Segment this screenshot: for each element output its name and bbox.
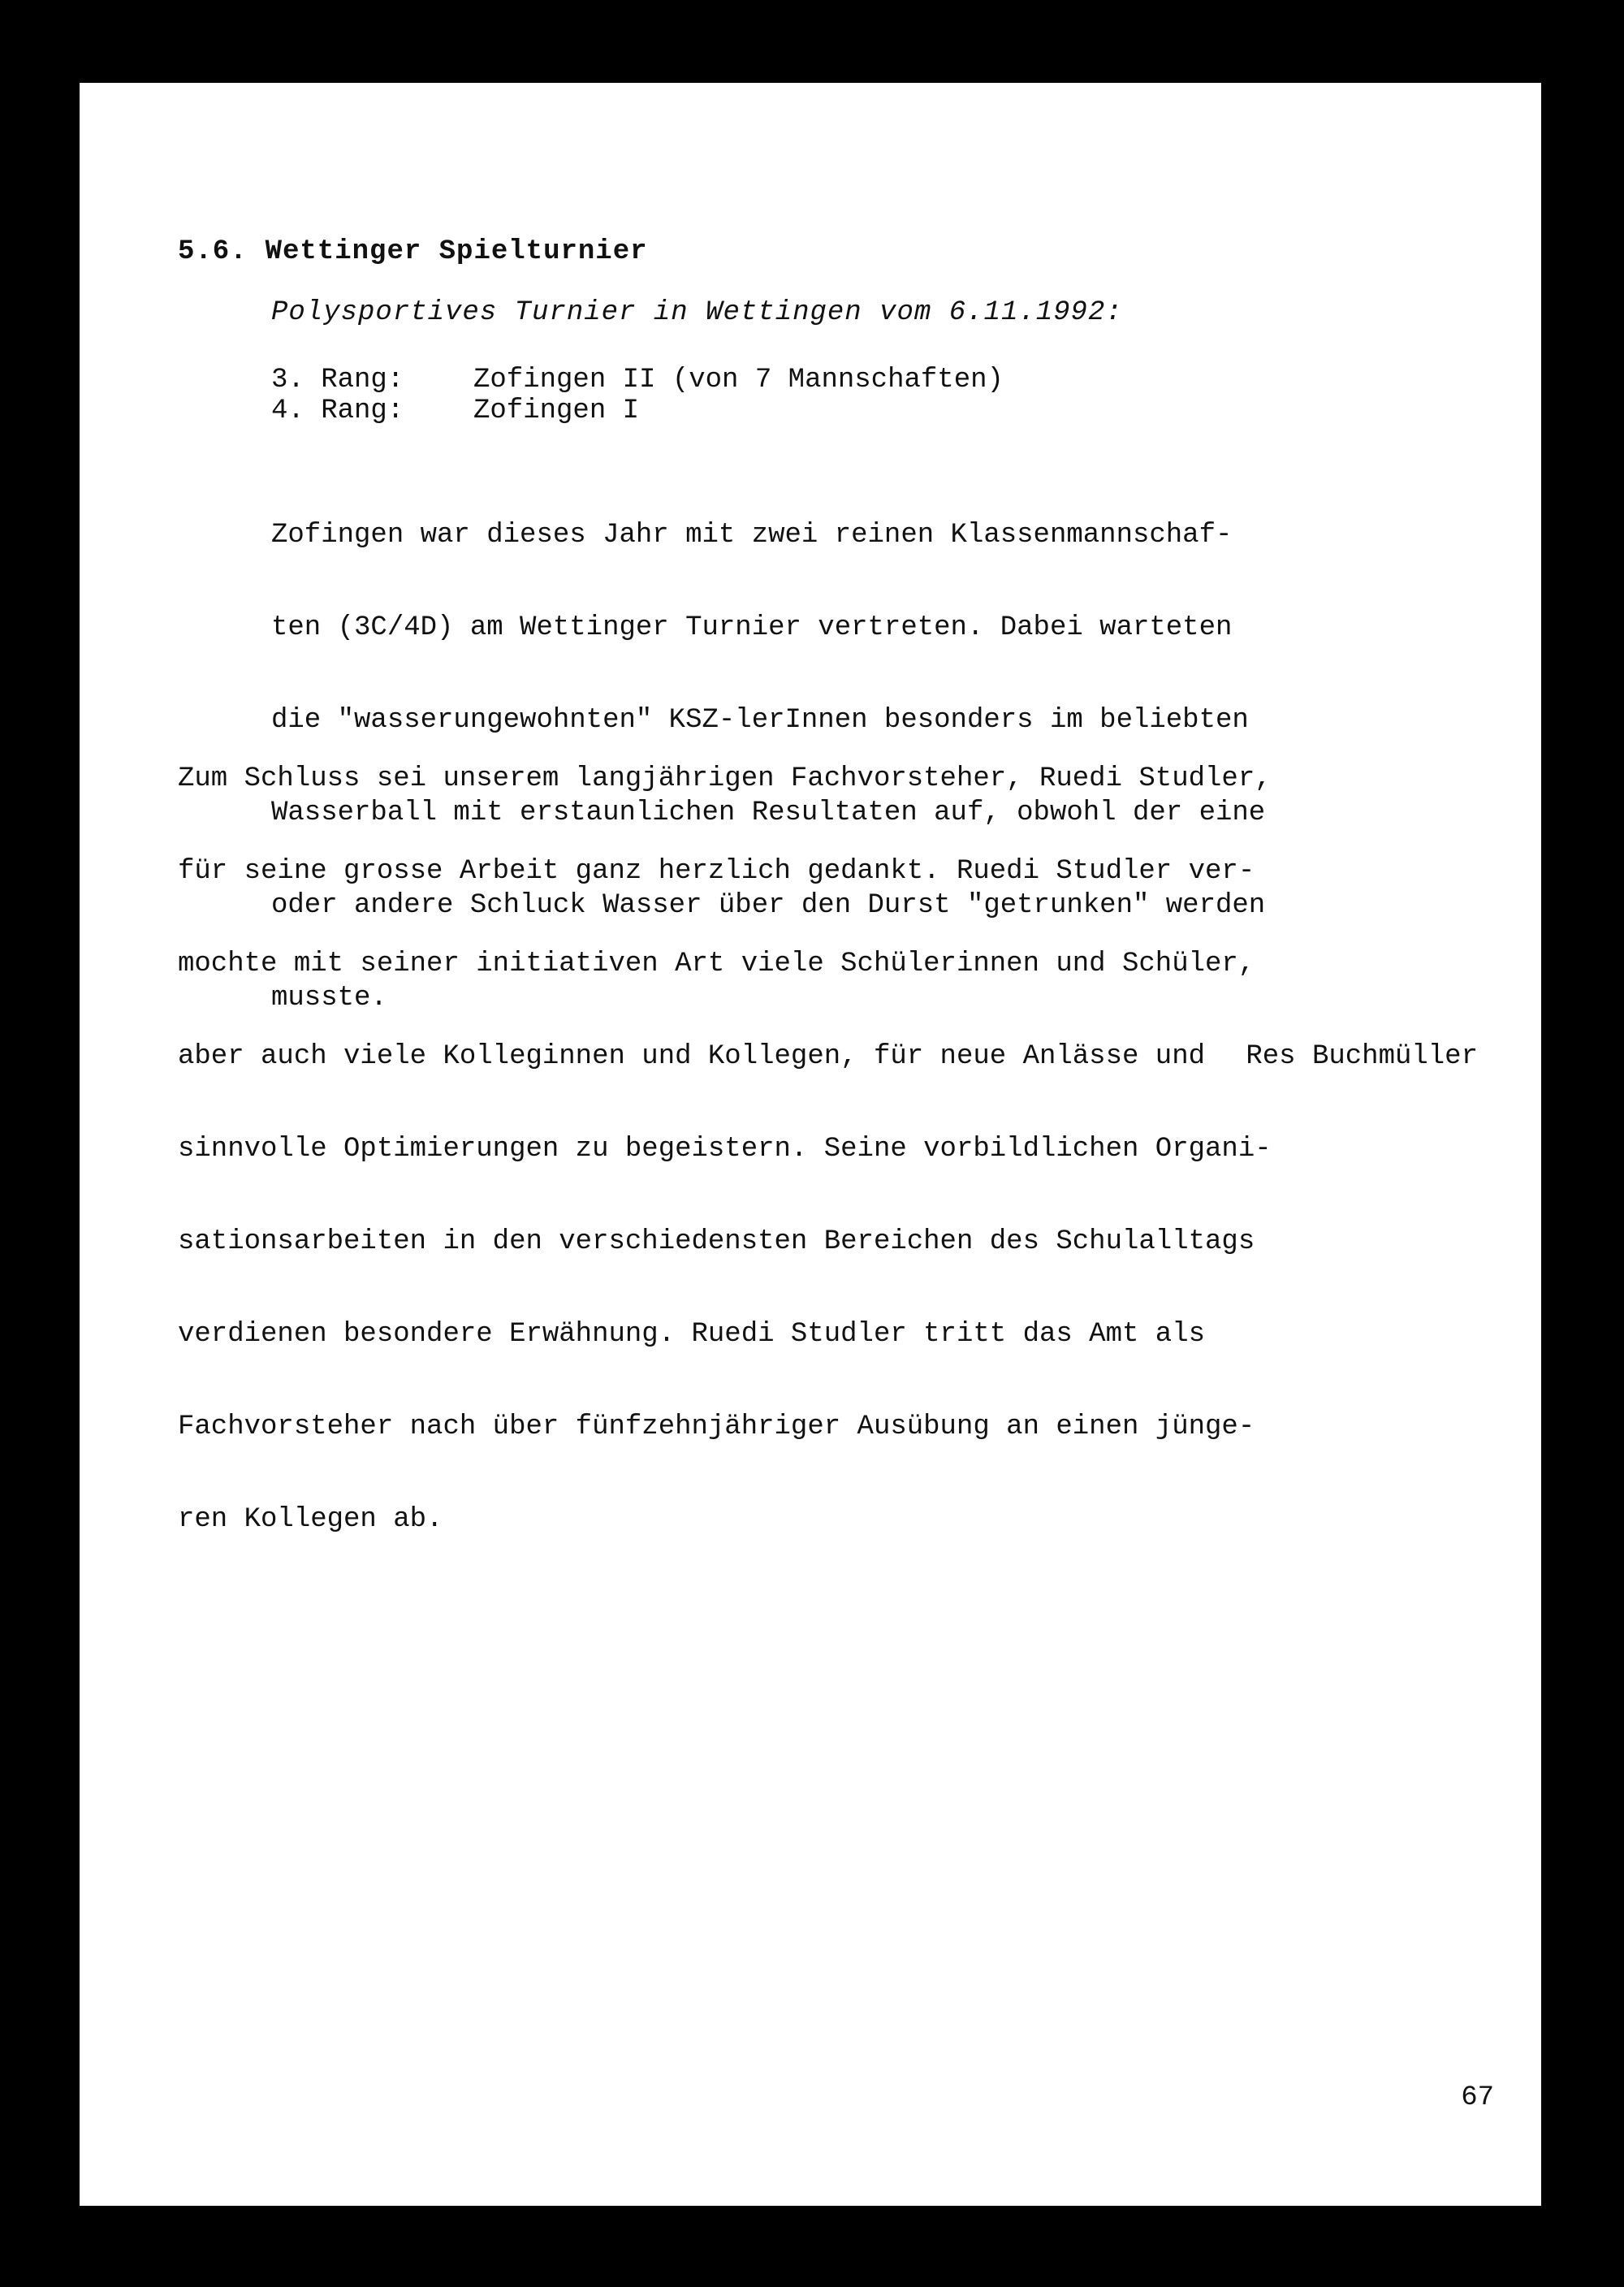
page-number: 67 <box>1461 2082 1494 2113</box>
paragraph-line: die "wasserungewohnten" KSZ-lerInnen besonders im beliebten <box>271 705 1249 736</box>
paragraph-line: verdienen besondere Erwähnung. Ruedi Studler tritt das Amt als <box>178 1319 1206 1350</box>
document-page <box>80 83 1541 2206</box>
paragraph-line: Zum Schluss sei unserem langjährigen Fachvorsteher, Ruedi Studler, <box>178 763 1272 794</box>
paragraph-line: Fachvorsteher nach über fünfzehnjähriger Ausübung an einen jünge- <box>178 1412 1255 1442</box>
paragraph-line: ten (3C/4D) am Wettinger Turnier vertreten. Dabei warteten <box>271 612 1233 643</box>
author-signature: Res Buchmüller <box>1246 1041 1478 1072</box>
section-number: 5.6. <box>178 236 248 267</box>
paragraph-line: mochte mit seiner initiativen Art viele Schülerinnen und Schüler, <box>178 949 1255 979</box>
paragraph-line: sinnvolle Optimierungen zu begeistern. Seine vorbildlichen Organi- <box>178 1134 1272 1165</box>
paragraph-line: oder andere Schluck Wasser über den Durst "getrunken" werden <box>271 890 1266 921</box>
ranking-value: Zofingen I <box>473 396 640 426</box>
paragraph-line: Wasserball mit erstaunlichen Resultaten auf, obwohl der eine <box>271 798 1266 828</box>
section-heading <box>178 236 648 267</box>
paragraph-line: Zofingen war dieses Jahr mit zwei reinen Klassenmannschaf- <box>271 520 1233 551</box>
ranking-row <box>271 396 639 426</box>
paragraph-line: sationsarbeiten in den verschiedensten Bereichen des Schulalltags <box>178 1226 1255 1257</box>
section-title: Wettinger Spielturnier <box>265 236 648 267</box>
ranking-row <box>271 365 1004 396</box>
paragraph-line: musste. <box>271 983 387 1014</box>
paragraph-line: ren Kollegen ab. <box>178 1504 443 1535</box>
ranking-label: 3. Rang: <box>271 365 404 396</box>
section-subtitle: Polysportives Turnier in Wettingen vom 6.11.1992: <box>271 297 1123 328</box>
closing-paragraph <box>178 702 1272 1597</box>
paragraph-line: für seine grosse Arbeit ganz herzlich gedankt. Ruedi Studler ver- <box>178 856 1255 887</box>
paragraph-line: aber auch viele Kolleginnen und Kollegen, für neue Anlässe und <box>178 1041 1206 1072</box>
ranking-value: Zofingen II (von 7 Mannschaften) <box>473 365 1004 396</box>
ranking-label: 4. Rang: <box>271 396 404 426</box>
